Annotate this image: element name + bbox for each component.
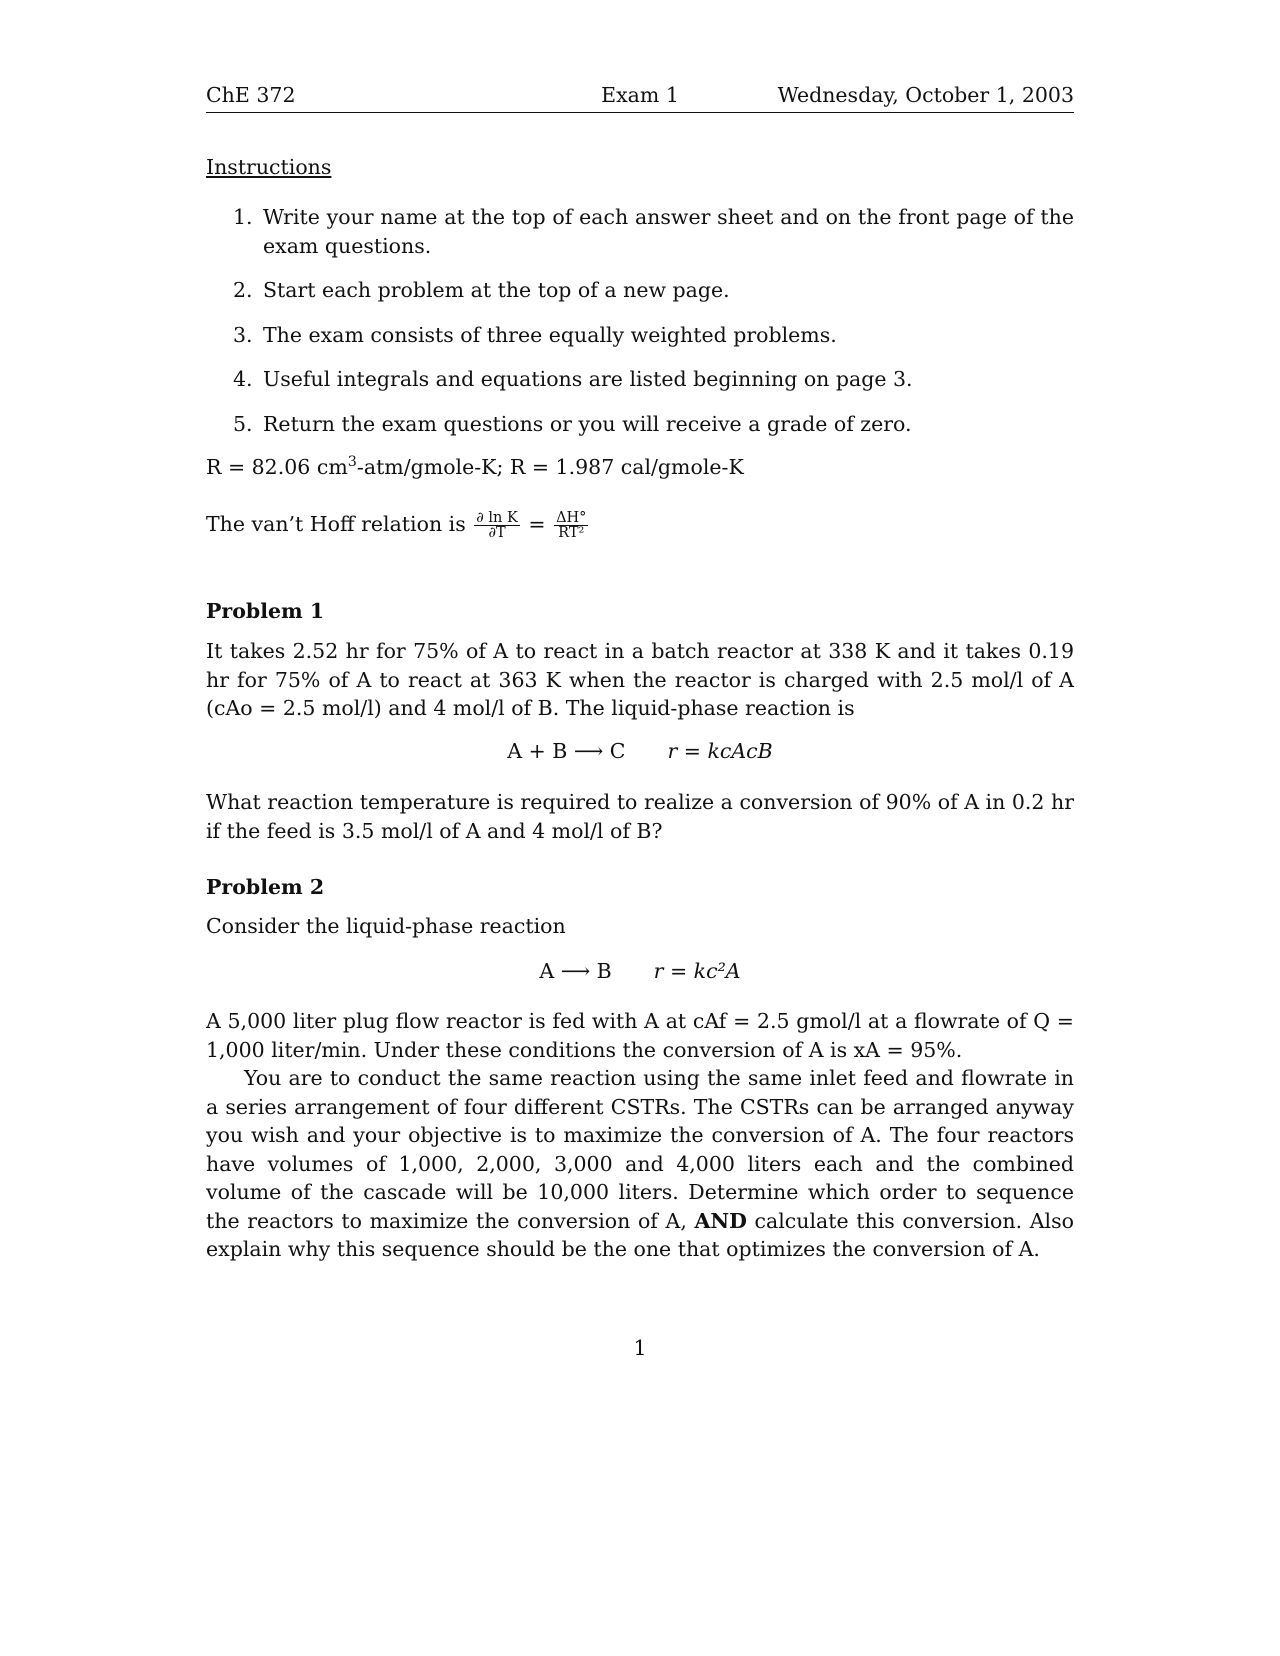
gas-constants: R = 82.06 $cm^3-atm/gmole-K$; R = 1.987 cal/gmole-K: [206, 454, 744, 479]
problem-1-question: What reaction temperature is required to realize a conversion of 90% of A in 0.2 hr if the feed is 3.5 mol/l of A and 4 mol/l of B?: [206, 790, 1074, 843]
instruction-item: 3. The exam consists of three equally weighted problems.: [233, 322, 837, 347]
instruction-item: 4. Useful integrals and equations are listed beginning on page 3.: [233, 367, 913, 391]
instruction-item: 1. Write your name at the top of each answer sheet and on the front page of the exam questions.: [233, 205, 1074, 258]
instruction-item: 5. Return the exam questions or you will receive a grade of zero.: [233, 411, 912, 436]
exam-title: Exam 1: [601, 83, 679, 107]
vant-hoff-relation: The van’t Hoff relation is $\frac{\text{∂ ln K}}{\partial T}$ = $\frac{\Delta H^\circ}{\text{RT²}}$: [206, 510, 587, 541]
page-number: 1: [633, 1336, 647, 1360]
vant-hoff-rhs: $\frac{\Delta H^\circ}{\text{RT²}}$: [556, 510, 587, 541]
instructions-heading: Instructions: [206, 155, 332, 179]
problem-2-intro: Consider the liquid-phase reaction: [206, 914, 566, 938]
problem-1-reaction: A + B ⟶ C r = kcAcB: [507, 739, 773, 763]
instruction-item: 2. Start each problem at the top of a new page.: [233, 278, 730, 302]
problem-2-title: Problem 2: [206, 875, 325, 899]
vant-hoff-lhs: $\frac{\text{∂ ln K}}{\partial T}$: [476, 510, 518, 541]
problem-2-question: You are to conduct the same reaction using the same inlet feed and flowrate in a series arrangement of four different CSTRs. The CSTRs can be arranged anyway you wish and your objective is to maximize the conversion of A. The four reactors have volumes of 1,000, 2,000, 3,000 and 4,000 liters each and the combined volume of the cascade will be 10,000 liters. Determine which order to sequence the reactors to maximize the conversion of A, AND calculate this conversion. Also explain why this sequence should be the one that optimizes the conversion of A.: [206, 1066, 1074, 1261]
exam-date: Wednesday, October 1, 2003: [777, 83, 1074, 107]
problem-1-title: Problem 1: [206, 599, 325, 623]
problem-1-statement: It takes 2.52 hr for 75% of A to react in a batch reactor at 338 K and it takes 0.19 hr for 75% of A to react at 363 K when the reactor is charged with 2.5 mol/l of A (cAo = 2.5 mol/l) and 4 mol/l of B. The liquid-phase reaction is: [206, 639, 1074, 720]
instructions-list: [206, 203, 1074, 454]
problem-2-reaction: A ⟶ B r = kc²A: [539, 959, 741, 983]
problem-2-setup: A 5,000 liter plug flow reactor is fed with A at cAf = 2.5 gmol/l at a flowrate of Q = 1,000 liter/min. Under these conditions the conversion of A is xA = 95%.: [206, 1009, 1074, 1062]
course-code: ChE 372: [206, 83, 296, 107]
page-header: [206, 82, 1074, 113]
